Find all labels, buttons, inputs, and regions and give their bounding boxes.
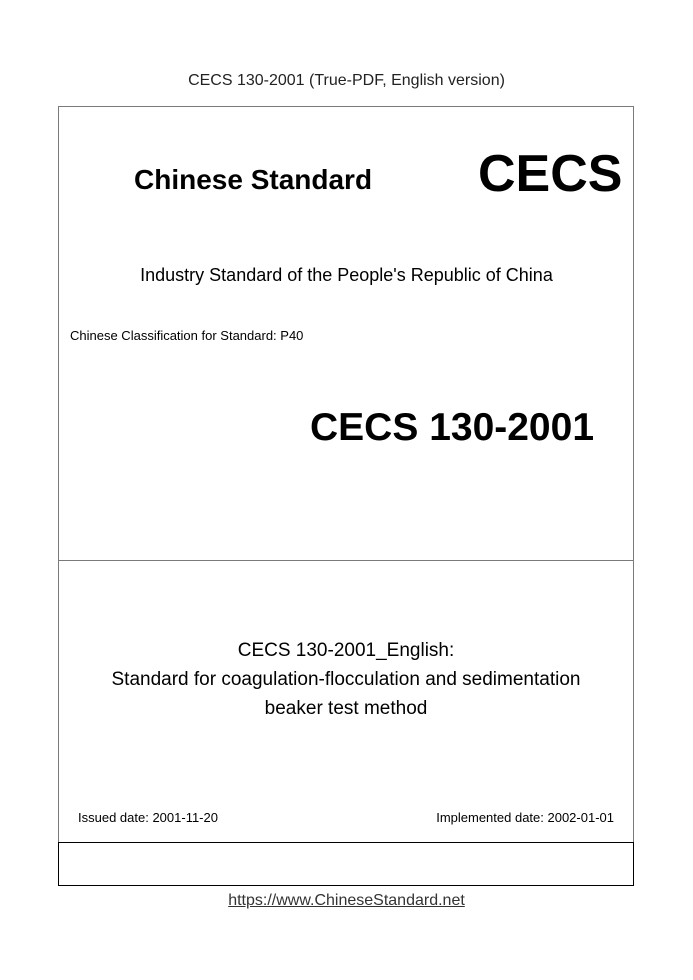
document-title [58,636,634,723]
industry-standard-line: Industry Standard of the People's Republic of China [140,265,553,285]
standard-code: CECS 130-2001 [310,406,595,449]
implemented-date: Implemented date: 2002-01-01 [436,810,614,825]
brand-right-logo-text: CECS [478,145,623,203]
footer-website-link[interactable]: https://www.ChineseStandard.net [228,892,465,909]
brand-left-text: Chinese Standard [134,164,373,195]
issued-date: Issued date: 2001-11-20 [78,810,218,825]
document-title-line-3: beaker test method [264,698,428,719]
classification-text: Chinese Classification for Standard: P40 [70,328,304,343]
document-title-line-1: CECS 130-2001_English: [237,640,455,661]
page-header-title: CECS 130-2001 (True-PDF, English version) [188,72,505,89]
cover-bottom-box [58,842,634,886]
document-title-line-2: Standard for coagulation-flocculation and sedimentation [111,669,581,690]
